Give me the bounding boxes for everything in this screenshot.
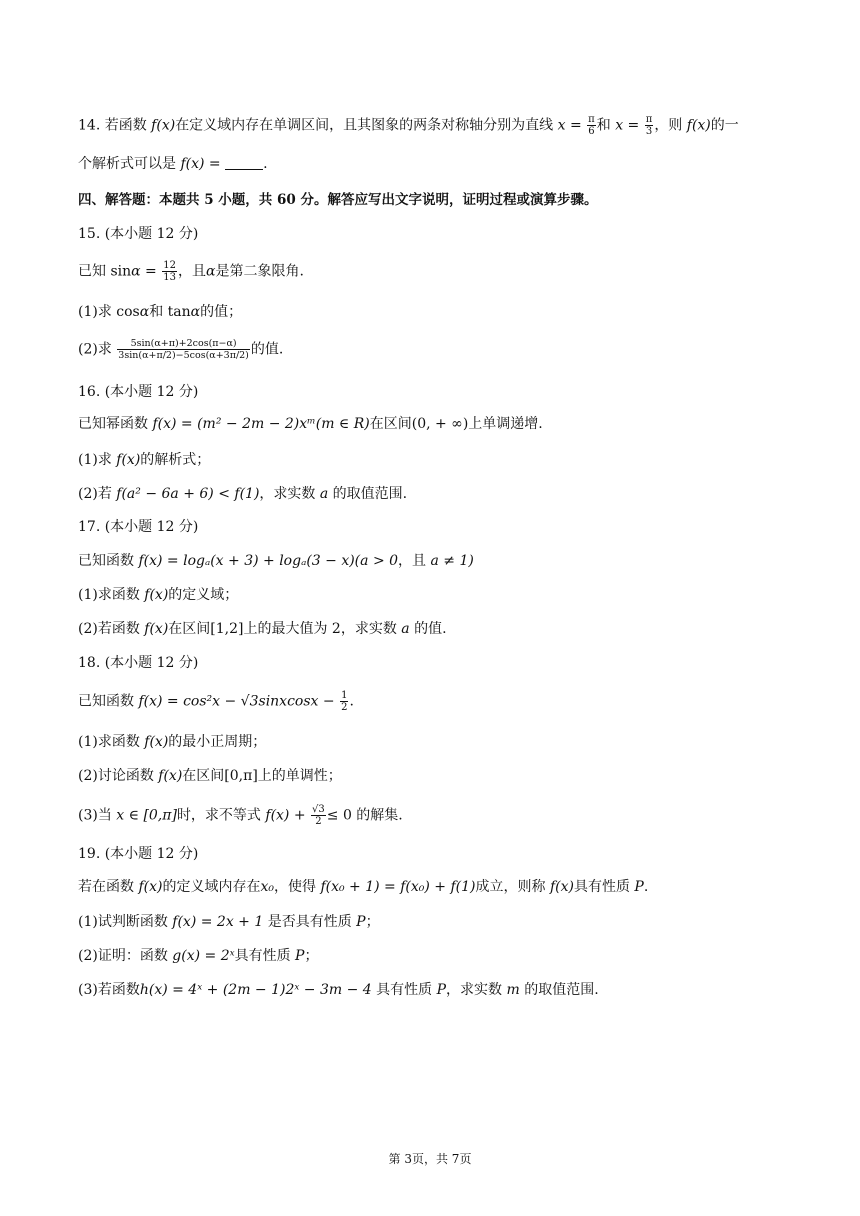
q15-heading: 15. (本小题 12 分): [78, 226, 199, 242]
section-heading: 四、解答题：本题共 5 小题，共 60 分。解答应写出文字说明，证明过程或演算步骤。: [78, 192, 598, 208]
q18-part2: (2)讨论函数 f(x)在区间[0,π]上的单调性；: [78, 768, 342, 784]
fraction-pi-6: $\frac{\pi}{6}$: [588, 114, 595, 137]
q19-part1: (1)试判断函数 f(x) = 2x + 1 是否具有性质 P；: [78, 914, 380, 930]
q14-line1: 14. 若函数 f(x)在定义域内存在单调区间，且其图象的两条对称轴分别为直线 x = $\frac{\pi}{6}$ 和 x = $\frac{\pi}{3}$ ，则 f(x)的一: [78, 114, 739, 137]
q17-given: 已知函数 f(x) = logₐ(x + 3) + logₐ(3 − x)(a > 0，且 a ≠ 1): [78, 553, 474, 569]
q19-given: 若在函数 f(x)的定义域内存在x₀，使得 f(x₀ + 1) = f(x₀) + f(1)成立，则称 f(x)具有性质 P.: [78, 879, 649, 895]
q16-part1: (1)求 f(x)的解析式；: [78, 452, 211, 468]
q16-given: 已知幂函数 f(x) = (m² − 2m − 2)xᵐ(m ∈ R)在区间(0, + ∞)上单调递增.: [78, 416, 543, 432]
fraction-sqrt3-2: $\frac{√3}{2}$: [312, 804, 325, 827]
q15-given: 已知 sinα = $\frac{12}{13}$ ，且α是第二象限角.: [78, 260, 304, 283]
fraction-trig-expression: $\frac{5\sin(\alpha+\pi)+2\cos(\pi-\alpha)}{3\sin(\alpha+\pi/2)-5\cos(\alpha+3\pi/2)}$: [118, 338, 249, 361]
answer-blank[interactable]: [225, 155, 263, 170]
q17-heading: 17. (本小题 12 分): [78, 519, 199, 535]
q18-part3: (3)当 x ∈ [0,π]时，求不等式 f(x) + $\frac{√3}{2}$ ≤ 0 的解集.: [78, 804, 403, 827]
fraction-pi-3: $\frac{\pi}{3}$: [645, 114, 653, 137]
q15-part2: (2)求 $\frac{5\sin(\alpha+\pi)+2\cos(\pi-\alpha)}{3\sin(\alpha+\pi/2)-5\cos(\alpha+3\pi/2)}$ 的值.: [78, 338, 284, 361]
q15-part1: (1)求 cosα和 tanα的值；: [78, 304, 243, 320]
q19-heading: 19. (本小题 12 分): [78, 846, 199, 862]
q16-part2: (2)若 f(a² − 6a + 6) < f(1)，求实数 a 的取值范围.: [78, 486, 408, 502]
q19-part2: (2)证明：函数 g(x) = 2ˣ具有性质 P；: [78, 948, 319, 964]
q19-part3: (3)若函数h(x) = 4ˣ + (2m − 1)2ˣ − 3m − 4 具有性质 P，求实数 m 的取值范围.: [78, 982, 599, 998]
q18-heading: 18. (本小题 12 分): [78, 655, 199, 671]
q16-heading: 16. (本小题 12 分): [78, 384, 199, 400]
fraction-1-2: $\frac{1}{2}$: [341, 690, 348, 713]
fraction-12-13: $\frac{12}{13}$: [163, 260, 176, 283]
q14-line2: 个解析式可以是 f(x) = .: [78, 156, 268, 172]
page-number: 第 3页，共 7页: [388, 1152, 472, 1166]
q18-given: 已知函数 f(x) = cos²x − √3sinxcosx − $\frac{1}{2}$ .: [78, 690, 354, 713]
q17-part2: (2)若函数 f(x)在区间[1,2]上的最大值为 2，求实数 a 的值.: [78, 621, 447, 637]
q18-part1: (1)求函数 f(x)的最小正周期；: [78, 734, 267, 750]
q17-part1: (1)求函数 f(x)的定义域；: [78, 587, 239, 603]
